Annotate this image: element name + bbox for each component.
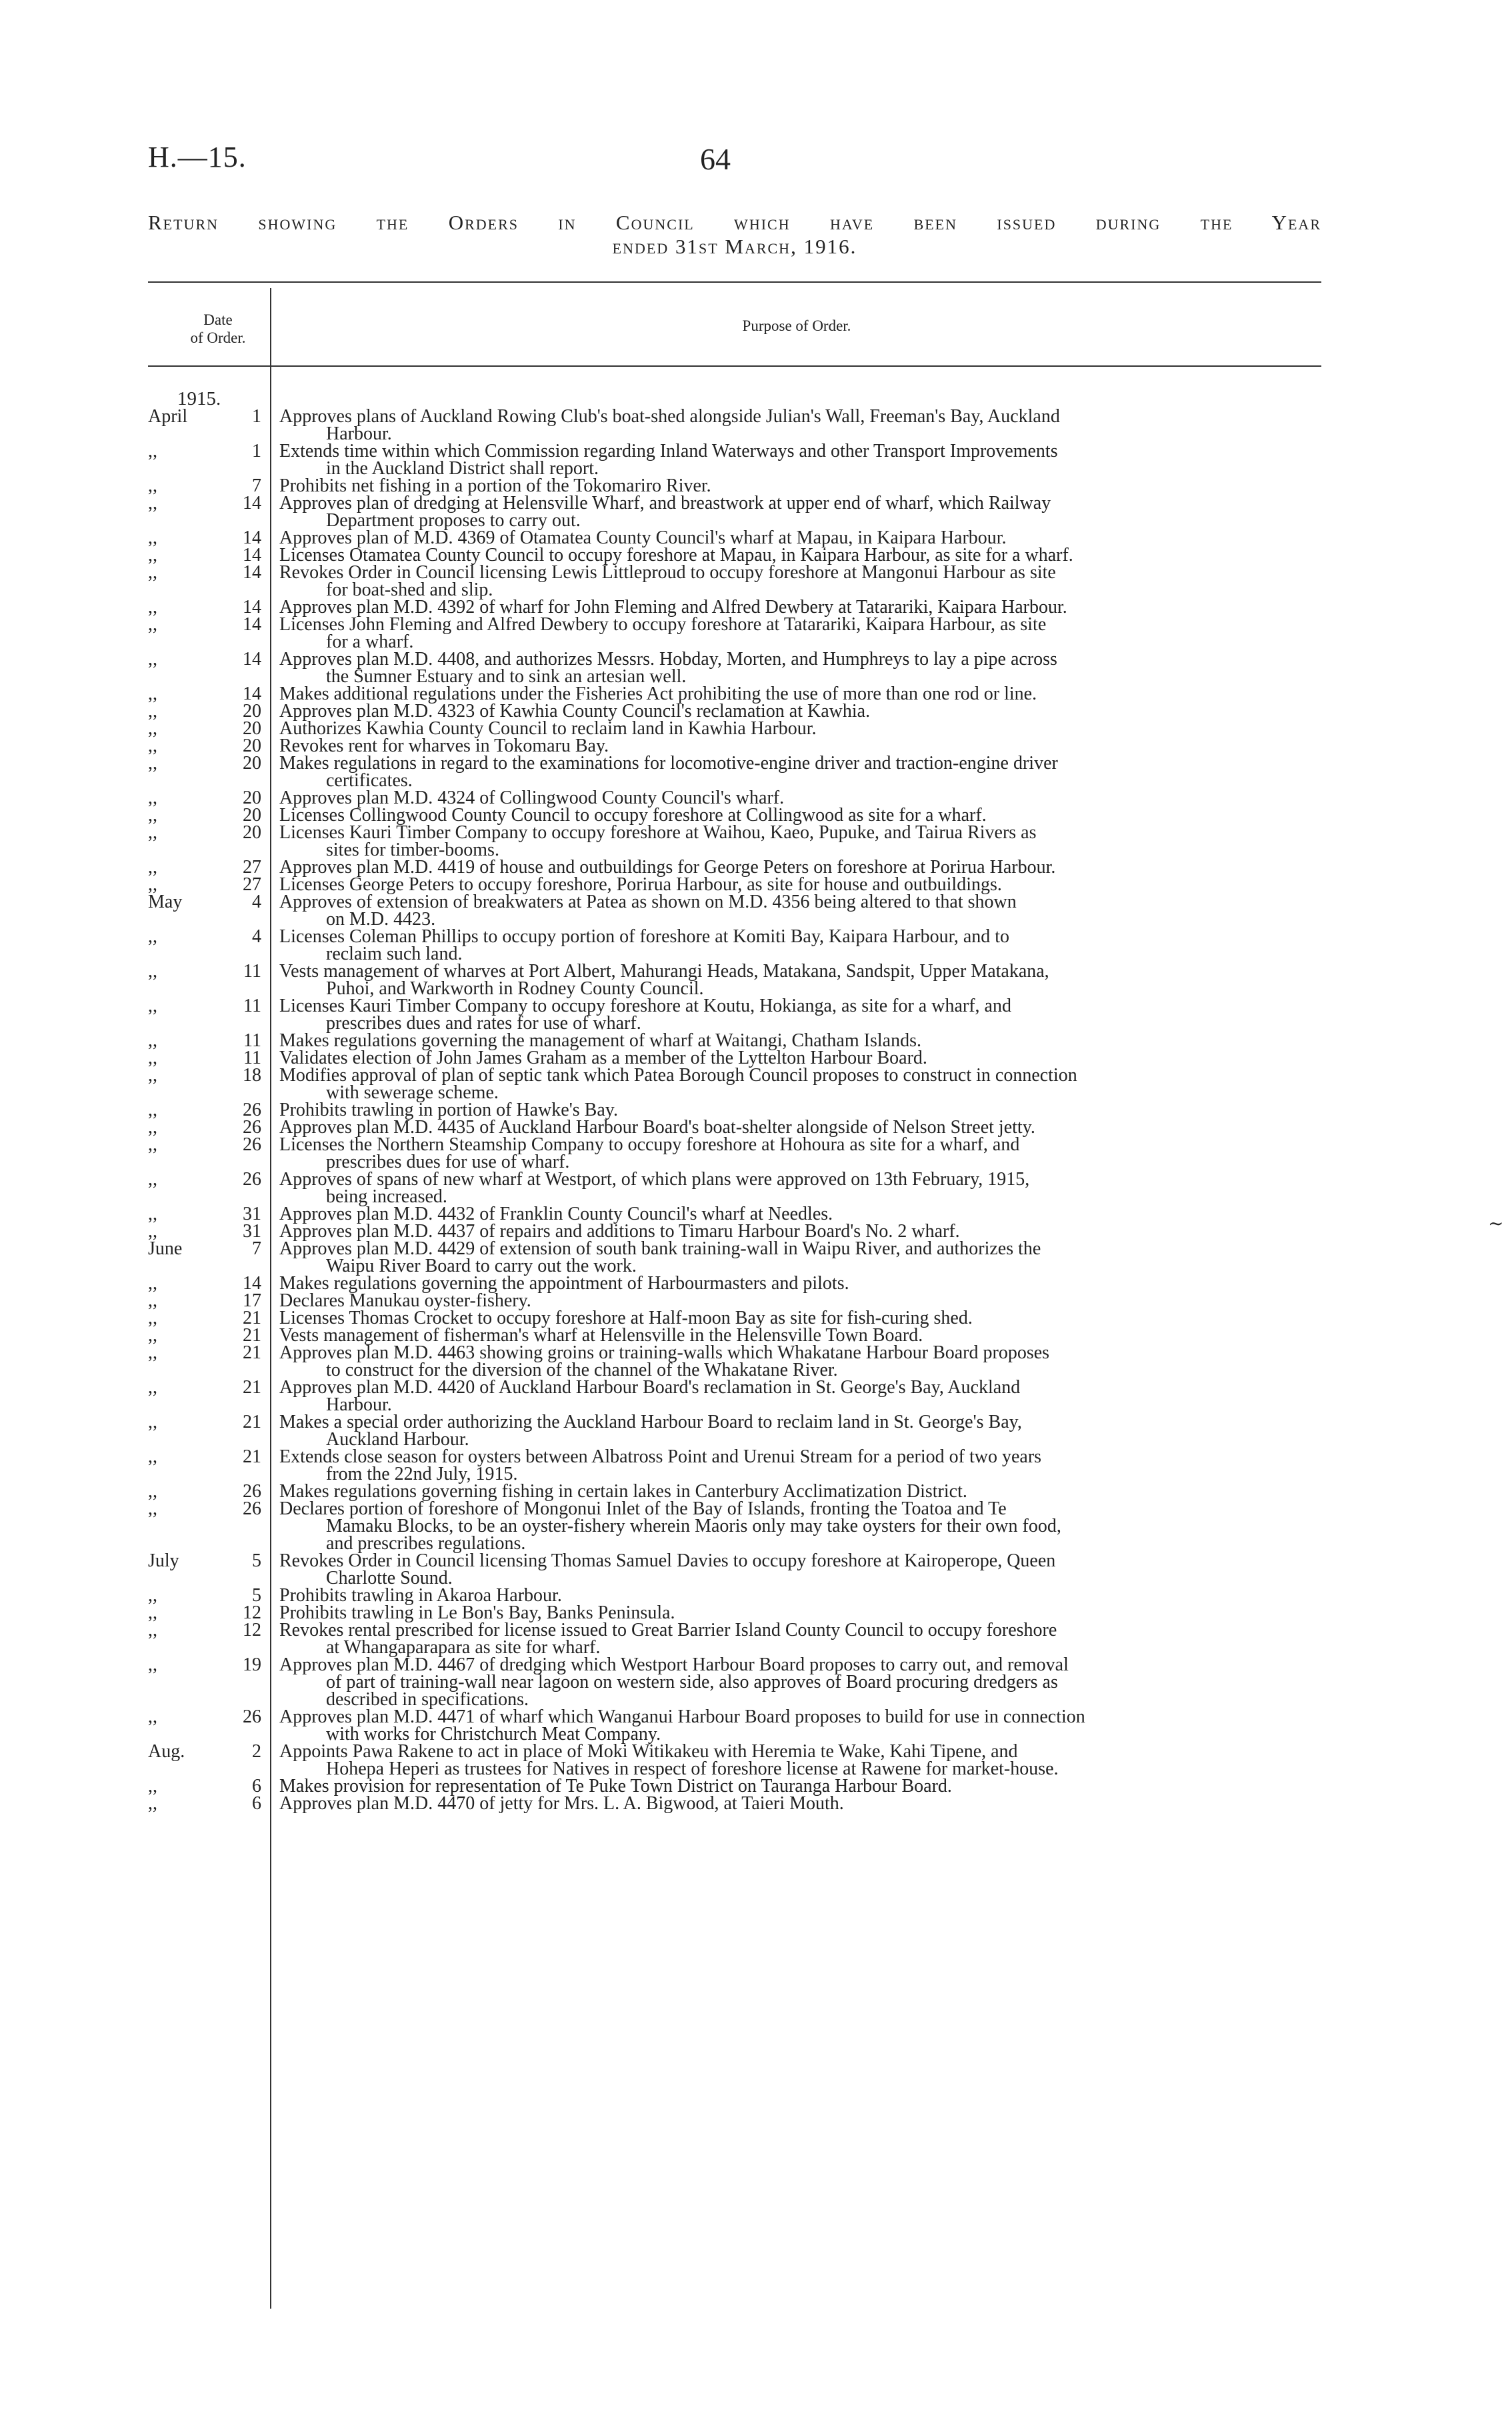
order-month: ,, (148, 874, 157, 895)
purpose-line: Approves plans of Auckland Rowing Club's boat-shed alongside Julian's Wall, Freeman's Bay, Auckland (279, 406, 1060, 427)
purpose-line: Approves plan M.D. 4408, and authorizes Messrs. Hobday, Morten, and Humphreys to lay a pipe across (279, 649, 1057, 670)
table-row (148, 1344, 1321, 1379)
purpose-continuation: Department proposes to carry out. (326, 510, 581, 531)
purpose-line: Licenses Coleman Phillips to occupy portion of foreshore at Komiti Bay, Kaipara Harbour, and to (279, 926, 1010, 947)
order-day: 14 (243, 597, 261, 618)
purpose-line: Makes regulations governing the management of wharf at Waitangi, Chatham Islands. (279, 1030, 921, 1051)
purpose-line: Makes regulations governing the appointment of Harbourmasters and pilots. (279, 1273, 849, 1294)
purpose-line: Approves plan M.D. 4432 of Franklin County Council's wharf at Needles. (279, 1204, 833, 1224)
purpose-line: Licenses Kauri Timber Company to occupy foreshore at Koutu, Hokianga, as site for a wharf, and (279, 996, 1011, 1016)
order-purpose (263, 1136, 1321, 1171)
table-row (148, 963, 1321, 998)
order-month: ,, (148, 1342, 157, 1363)
purpose-line: Approves plan M.D. 4463 showing groins or training-walls which Whakatane Harbour Board proposes (279, 1342, 1050, 1363)
purpose-line: Approves plan M.D. 4435 of Auckland Harbour Board's boat-shelter alongside of Nelson Street jetty. (279, 1117, 1035, 1138)
order-purpose (263, 408, 1321, 443)
column-header-purpose: Purpose of Order. (742, 317, 851, 334)
purpose-line: Licenses George Peters to occupy foreshore, Porirua Harbour, as site for house and outbuildings. (279, 874, 1002, 895)
purpose-line: Licenses Collingwood County Council to occupy foreshore at Collingwood as site for a wharf. (279, 805, 987, 826)
table-row (148, 1067, 1321, 1102)
order-month: ,, (148, 1290, 157, 1311)
order-month: ,, (148, 441, 157, 461)
purpose-line: Extends close season for oysters between Albatross Point and Urenui Stream for a period of two years (279, 1446, 1042, 1467)
purpose-line: Approves plan M.D. 4420 of Auckland Harbour Board's reclamation in St. George's Bay, Auckland (279, 1377, 1021, 1398)
purpose-continuation: reclaim such land. (326, 944, 463, 964)
order-day: 17 (243, 1290, 261, 1311)
order-purpose (263, 1622, 1321, 1656)
order-month: ,, (148, 1602, 157, 1623)
order-day: 14 (243, 1273, 261, 1294)
order-day: 20 (243, 788, 261, 808)
order-month: ,, (148, 926, 157, 947)
order-month: ,, (148, 1654, 157, 1675)
table-header-rule (148, 365, 1321, 367)
table-row (148, 1240, 1321, 1275)
table-row (148, 928, 1321, 963)
order-month: ,, (148, 1100, 157, 1120)
order-day: 6 (252, 1793, 261, 1814)
order-day: 12 (243, 1620, 261, 1640)
order-day: 26 (243, 1481, 261, 1502)
order-month: ,, (148, 1498, 157, 1519)
order-day: 19 (243, 1654, 261, 1675)
order-purpose (263, 1240, 1321, 1275)
order-purpose (263, 1500, 1321, 1552)
order-day: 21 (243, 1446, 261, 1467)
order-month: May (148, 892, 183, 912)
order-purpose (263, 1379, 1321, 1414)
table-row (148, 1656, 1321, 1708)
order-day: 2 (252, 1741, 261, 1762)
table-row (148, 1708, 1321, 1743)
purpose-continuation: in the Auckland District shall report. (326, 458, 599, 479)
order-day: 4 (252, 926, 261, 947)
purpose-continuation: at Whangaparapara as site for wharf. (326, 1637, 601, 1658)
purpose-line: Approves plan M.D. 4429 of extension of south bank training-wall in Waipu River, and authorizes the (279, 1238, 1041, 1259)
purpose-continuation: Hohepa Heperi as trustees for Natives in respect of foreshore license at Rawene for market-house. (326, 1758, 1059, 1779)
order-day: 14 (243, 649, 261, 670)
table-row (148, 998, 1321, 1032)
purpose-line: Authorizes Kawhia County Council to reclaim land in Kawhia Harbour. (279, 718, 817, 739)
table-row (148, 495, 1321, 529)
table-row (148, 1448, 1321, 1483)
order-month: ,, (148, 1065, 157, 1086)
order-day: 6 (252, 1776, 261, 1796)
order-day: 14 (243, 684, 261, 704)
purpose-line: Licenses the Northern Steamship Company to occupy foreshore at Hohoura as site for a wharf, and (279, 1134, 1020, 1155)
order-day: 31 (243, 1204, 261, 1224)
order-month: July (148, 1550, 179, 1571)
order-month: ,, (148, 1412, 157, 1432)
order-day: 12 (243, 1602, 261, 1623)
document-reference: H.—15. (148, 141, 247, 173)
purpose-continuation: certificates. (326, 770, 413, 791)
order-month: ,, (148, 1325, 157, 1346)
order-day: 26 (243, 1134, 261, 1155)
purpose-line: Makes regulations in regard to the examinations for locomotive-engine driver and traction-engine driver (279, 753, 1058, 774)
purpose-line: Prohibits trawling in Akaroa Harbour. (279, 1585, 562, 1606)
year-label: 1915. (177, 388, 221, 409)
order-day: 21 (243, 1412, 261, 1432)
table-row (148, 616, 1321, 651)
order-day: 5 (252, 1550, 261, 1571)
order-month: ,, (148, 493, 157, 513)
order-day: 21 (243, 1308, 261, 1328)
order-purpose (263, 651, 1321, 686)
purpose-continuation: and prescribes regulations. (326, 1533, 526, 1554)
purpose-line: Vests management of wharves at Port Albert, Mahurangi Heads, Matakana, Sandspit, Upper Matakana, (279, 961, 1049, 982)
order-month: ,, (148, 1134, 157, 1155)
order-day: 20 (243, 753, 261, 774)
order-day: 26 (243, 1117, 261, 1138)
order-month: ,, (148, 1585, 157, 1606)
order-day: 7 (252, 1238, 261, 1259)
order-day: 27 (243, 857, 261, 878)
order-month: ,, (148, 684, 157, 704)
order-month: ,, (148, 857, 157, 878)
order-day: 11 (243, 961, 261, 982)
order-month: ,, (148, 597, 157, 618)
order-purpose (263, 1414, 1321, 1448)
purpose-line: Revokes rent for wharves in Tokomaru Bay. (279, 736, 609, 756)
order-purpose (263, 755, 1321, 790)
order-day: 21 (243, 1325, 261, 1346)
purpose-continuation: the Sumner Estuary and to sink an artesian well. (326, 666, 687, 687)
purpose-continuation: for a wharf. (326, 632, 414, 652)
order-day: 20 (243, 805, 261, 826)
order-purpose (263, 495, 1321, 529)
purpose-line: Revokes Order in Council licensing Lewis Littleproud to occupy foreshore at Mangonui Harbour as site (279, 562, 1056, 583)
order-day: 14 (243, 614, 261, 635)
order-purpose (263, 1171, 1321, 1206)
table-row (148, 1171, 1321, 1206)
order-month: ,, (148, 545, 157, 565)
order-day: 20 (243, 718, 261, 739)
page-subtitle: ended 31st March, 1916. (612, 235, 857, 258)
order-month: ,, (148, 1204, 157, 1224)
order-month: ,, (148, 1221, 157, 1242)
order-day: 21 (243, 1377, 261, 1398)
order-day: 26 (243, 1498, 261, 1519)
purpose-line: Licenses Kauri Timber Company to occupy foreshore at Waihou, Kaeo, Pupuke, and Tairua Rivers as (279, 822, 1037, 843)
purpose-line: Approves plan M.D. 4392 of wharf for John Fleming and Alfred Dewbery at Tatarariki, Kaipara Harbour. (279, 597, 1067, 618)
purpose-line: Approves plan M.D. 4471 of wharf which Wanganui Harbour Board proposes to build for use in connection (279, 1706, 1085, 1727)
order-day: 26 (243, 1169, 261, 1190)
purpose-line: Revokes Order in Council licensing Thomas Samuel Davies to occupy foreshore at Kairoperope, Queen (279, 1550, 1056, 1571)
purpose-line: Vests management of fisherman's wharf at Helensville in the Helensville Town Board. (279, 1325, 923, 1346)
purpose-continuation: Waipu River Board to carry out the work. (326, 1256, 637, 1276)
purpose-line: Approves plan M.D. 4437 of repairs and additions to Timaru Harbour Board's No. 2 wharf. (279, 1221, 960, 1242)
purpose-continuation: sites for timber-booms. (326, 840, 499, 860)
order-month: June (148, 1238, 183, 1259)
purpose-line: Licenses John Fleming and Alfred Dewbery to occupy foreshore at Tatarariki, Kaipara Harbour, as site (279, 614, 1047, 635)
purpose-continuation: prescribes dues and rates for use of wharf. (326, 1013, 641, 1034)
order-purpose (263, 1448, 1321, 1483)
order-month: ,, (148, 649, 157, 670)
order-month: April (148, 406, 188, 427)
purpose-line: Makes additional regulations under the Fisheries Act prohibiting the use of more than one rod or line. (279, 684, 1037, 704)
purpose-line: Approves plan of dredging at Helensville Wharf, and breastwork at upper end of wharf, which Railway (279, 493, 1051, 513)
order-month: ,, (148, 805, 157, 826)
order-day: 4 (252, 892, 261, 912)
order-month: ,, (148, 562, 157, 583)
purpose-continuation: described in specifications. (326, 1689, 529, 1710)
purpose-line: Declares Manukau oyster-fishery. (279, 1290, 531, 1311)
order-day: 1 (252, 406, 261, 427)
table-row (148, 1500, 1321, 1552)
order-month: ,, (148, 527, 157, 548)
order-month: Aug. (148, 1741, 185, 1762)
purpose-continuation: Harbour. (326, 423, 392, 444)
order-month: ,, (148, 1377, 157, 1398)
purpose-line: Extends time within which Commission regarding Inland Waterways and other Transport Improvements (279, 441, 1058, 461)
table-row (148, 1552, 1321, 1587)
order-day: 14 (243, 493, 261, 513)
order-month: ,, (148, 1706, 157, 1727)
table-row (148, 1136, 1321, 1171)
table-row (148, 651, 1321, 686)
purpose-continuation: for boat-shed and slip. (326, 579, 493, 600)
purpose-line: Prohibits trawling in portion of Hawke's Bay. (279, 1100, 618, 1120)
order-month: ,, (148, 961, 157, 982)
order-purpose (263, 1743, 1321, 1778)
order-day: 26 (243, 1100, 261, 1120)
order-month: ,, (148, 996, 157, 1016)
order-purpose (263, 963, 1321, 998)
purpose-line: Makes a special order authorizing the Auckland Harbour Board to reclaim land in St. George's Bay, (279, 1412, 1022, 1432)
order-month: ,, (148, 736, 157, 756)
purpose-line: Approves plan M.D. 4470 of jetty for Mrs. L. A. Bigwood, at Taieri Mouth. (279, 1793, 844, 1814)
order-day: 1 (252, 441, 261, 461)
purpose-continuation: of part of training-wall near lagoon on western side, also approves of Board procuring dredgers as (326, 1672, 1058, 1692)
order-day: 7 (252, 475, 261, 496)
order-month: ,, (148, 1048, 157, 1068)
purpose-line: Approves of extension of breakwaters at Patea as shown on M.D. 4356 being altered to that shown (279, 892, 1017, 912)
order-month: ,, (148, 788, 157, 808)
purpose-continuation: to construct for the diversion of the channel of the Whakatane River. (326, 1360, 838, 1380)
table-row (148, 1379, 1321, 1414)
order-purpose (263, 1708, 1321, 1743)
purpose-line: Approves plan M.D. 4467 of dredging which Westport Harbour Board proposes to carry out, and removal (279, 1654, 1069, 1675)
table-row (148, 443, 1321, 477)
order-day: 26 (243, 1706, 261, 1727)
purpose-line: Approves of spans of new wharf at Westport, of which plans were approved on 13th February, 1915, (279, 1169, 1030, 1190)
column-header-date: Date of Order. (190, 311, 246, 346)
purpose-line: Makes regulations governing fishing in certain lakes in Canterbury Acclimatization District. (279, 1481, 967, 1502)
order-day: 11 (243, 1048, 261, 1068)
purpose-continuation: Charlotte Sound. (326, 1568, 453, 1588)
order-month: ,, (148, 475, 157, 496)
order-month: ,, (148, 718, 157, 739)
purpose-line: Prohibits trawling in Le Bon's Bay, Banks Peninsula. (279, 1602, 675, 1623)
order-purpose (263, 928, 1321, 963)
orders-table (148, 408, 1321, 1812)
order-month: ,, (148, 1117, 157, 1138)
purpose-line: Approves plan M.D. 4419 of house and outbuildings for George Peters on foreshore at Porirua Harbour. (279, 857, 1056, 878)
purpose-line: Approves plan of M.D. 4369 of Otamatea County Council's wharf at Mapau, in Kaipara Harbour. (279, 527, 1007, 548)
purpose-line: Prohibits net fishing in a portion of the Tokomariro River. (279, 475, 711, 496)
table-row (148, 408, 1321, 443)
order-day: 20 (243, 822, 261, 843)
order-day: 18 (243, 1065, 261, 1086)
order-month: ,, (148, 822, 157, 843)
order-purpose (263, 1067, 1321, 1102)
order-purpose (263, 443, 1321, 477)
order-month: ,, (148, 1308, 157, 1328)
purpose-line: Revokes rental prescribed for license issued to Great Barrier Island County Council to occupy foreshore (279, 1620, 1057, 1640)
purpose-line: Licenses Otamatea County Council to occupy foreshore at Mapau, in Kaipara Harbour, as site for a wharf. (279, 545, 1073, 565)
order-day: 20 (243, 701, 261, 722)
order-month: ,, (148, 1481, 157, 1502)
order-day: 14 (243, 545, 261, 565)
order-month: ,, (148, 1169, 157, 1190)
purpose-continuation: Mamaku Blocks, to be an oyster-fishery wherein Maoris only may take oysters for their own food, (326, 1516, 1061, 1536)
order-month: ,, (148, 1776, 157, 1796)
purpose-continuation: prescribes dues for use of wharf. (326, 1152, 570, 1172)
table-row (148, 1795, 1321, 1812)
margin-mark: ∼ (1488, 1214, 1504, 1234)
order-day: 11 (243, 996, 261, 1016)
order-day: 11 (243, 1030, 261, 1051)
purpose-continuation: Puhoi, and Warkworth in Rodney County Council. (326, 978, 704, 999)
table-top-rule (148, 281, 1321, 283)
order-purpose (263, 616, 1321, 651)
table-row (148, 894, 1321, 928)
order-day: 31 (243, 1221, 261, 1242)
order-month: ,, (148, 1793, 157, 1814)
purpose-continuation: being increased. (326, 1186, 447, 1207)
order-day: 14 (243, 562, 261, 583)
order-day: 5 (252, 1585, 261, 1606)
order-month: ,, (148, 1620, 157, 1640)
page-number: 64 (700, 142, 731, 176)
purpose-line: Validates election of John James Graham as a member of the Lyttelton Harbour Board. (279, 1048, 927, 1068)
table-row (148, 564, 1321, 599)
order-purpose (263, 824, 1321, 859)
purpose-line: Declares portion of foreshore of Mongonui Inlet of the Bay of Islands, fronting the Toatoa and Te (279, 1498, 1007, 1519)
order-purpose (263, 1795, 1321, 1812)
table-row (148, 1743, 1321, 1778)
purpose-continuation: on M.D. 4423. (326, 909, 436, 930)
order-purpose (263, 564, 1321, 599)
purpose-continuation: Auckland Harbour. (326, 1429, 469, 1450)
order-day: 14 (243, 527, 261, 548)
order-purpose (263, 998, 1321, 1032)
order-month: ,, (148, 753, 157, 774)
order-month: ,, (148, 1446, 157, 1467)
purpose-continuation: from the 22nd July, 1915. (326, 1464, 518, 1484)
order-day: 21 (243, 1342, 261, 1363)
table-row (148, 755, 1321, 790)
table-row (148, 1414, 1321, 1448)
order-purpose (263, 1552, 1321, 1587)
order-day: 20 (243, 736, 261, 756)
order-month: ,, (148, 1030, 157, 1051)
table-row (148, 1622, 1321, 1656)
purpose-line: Approves plan M.D. 4323 of Kawhia County Council's reclamation at Kawhia. (279, 701, 871, 722)
order-day: 27 (243, 874, 261, 895)
purpose-continuation: with works for Christchurch Meat Company. (326, 1724, 661, 1744)
order-purpose (263, 894, 1321, 928)
purpose-continuation: with sewerage scheme. (326, 1082, 499, 1103)
order-month: ,, (148, 1273, 157, 1294)
order-month: ,, (148, 701, 157, 722)
purpose-line: Approves plan M.D. 4324 of Collingwood County Council's wharf. (279, 788, 785, 808)
purpose-line: Makes provision for representation of Te Puke Town District on Tauranga Harbour Board. (279, 1776, 952, 1796)
order-month: ,, (148, 614, 157, 635)
purpose-line: Licenses Thomas Crocket to occupy foreshore at Half-moon Bay as site for fish-curing shed. (279, 1308, 973, 1328)
purpose-line: Appoints Pawa Rakene to act in place of Moki Witikakeu with Heremia te Wake, Kahi Tipene, and (279, 1741, 1018, 1762)
order-purpose (263, 1656, 1321, 1708)
table-row (148, 824, 1321, 859)
purpose-continuation: Harbour. (326, 1394, 392, 1415)
page-title: Return showing the Orders in Council which have been issued during the Year (148, 211, 1321, 234)
purpose-line: Modifies approval of plan of septic tank which Patea Borough Council proposes to construct in connection (279, 1065, 1077, 1086)
order-purpose (263, 1344, 1321, 1379)
